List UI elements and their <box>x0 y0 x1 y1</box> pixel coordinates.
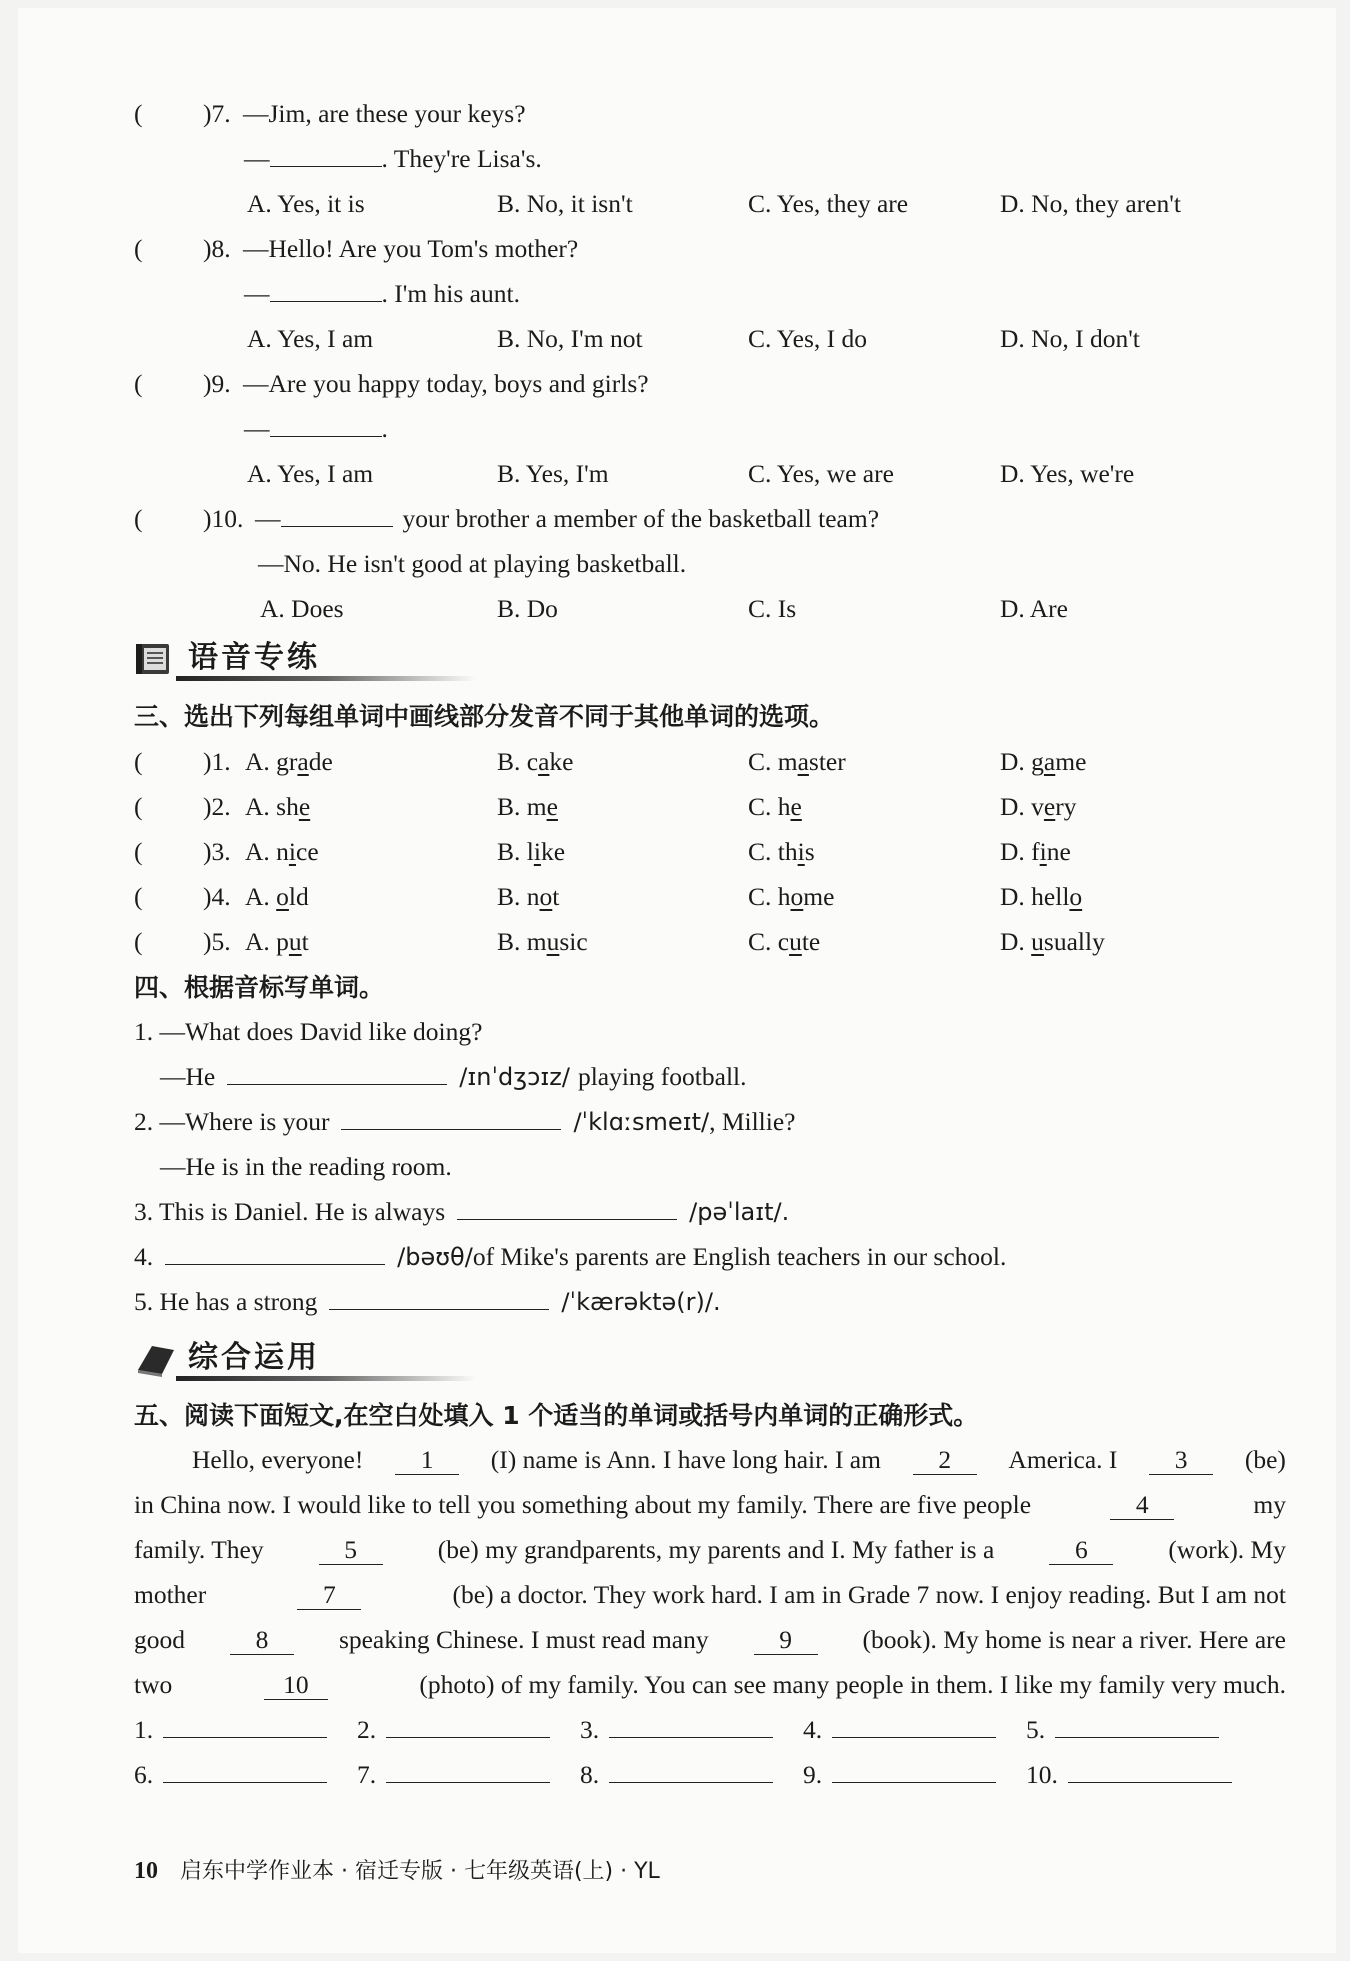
response-text: . <box>381 414 388 443</box>
stem-text: your brother a member of the basketball team? <box>402 504 880 533</box>
word-part: C. h <box>748 882 791 911</box>
option-d[interactable]: D. No, I don't <box>1000 324 1140 353</box>
option-a[interactable]: A. Yes, I am <box>247 324 374 353</box>
option-c[interactable]: C. Yes, they are <box>748 189 909 218</box>
answer-bracket[interactable]: ( <box>134 234 143 263</box>
question-number: )10. <box>203 504 244 533</box>
underlined-letters: u <box>288 927 302 956</box>
option-a[interactable]: A. Yes, I am <box>247 459 374 488</box>
passage-text: America. I <box>1008 1445 1118 1474</box>
underlined-letters: o <box>790 882 804 911</box>
option-a[interactable] <box>245 926 309 958</box>
option-b[interactable] <box>497 881 559 913</box>
answer-blank[interactable] <box>457 1197 677 1220</box>
question-number: )1. <box>203 747 231 776</box>
word-part: C. m <box>748 747 798 776</box>
answer-bracket[interactable]: ( <box>134 882 143 911</box>
option-d[interactable] <box>1000 881 1082 913</box>
option-c[interactable] <box>748 881 834 913</box>
passage-text: (book). My home is near a river. Here are <box>862 1625 1286 1654</box>
option-c[interactable] <box>748 746 846 778</box>
answer-blank[interactable] <box>1068 1760 1232 1783</box>
option-d[interactable]: D. Yes, we're <box>1000 459 1135 488</box>
answer-blank[interactable] <box>609 1760 773 1783</box>
phonetic-transcription: /pəˈlaɪt/. <box>689 1198 790 1226</box>
dialog-response: —No. He isn't good at playing basketball. <box>258 549 687 578</box>
cloze-blank-7[interactable]: 7 <box>297 1581 361 1610</box>
option-b[interactable] <box>497 926 588 958</box>
option-a[interactable] <box>245 746 333 778</box>
passage-text: in China now. I would like to tell you something about my family. There are five people <box>134 1490 1032 1519</box>
question-4 <box>134 1241 1006 1273</box>
passage-text: (photo) of my family. You can see many people in them. I like my family very much. <box>419 1670 1286 1699</box>
passage-text: family. They <box>134 1535 264 1564</box>
word-part: A. sh <box>245 792 299 821</box>
answer-label: 5. <box>1026 1715 1046 1744</box>
text: playing football. <box>577 1062 747 1091</box>
banner-title: 语音专练 <box>188 640 320 675</box>
word-part: sic <box>559 927 588 956</box>
response-text: . I'm his aunt. <box>381 279 520 308</box>
answer-blank[interactable] <box>270 414 382 437</box>
option-b[interactable] <box>497 746 573 778</box>
option-b[interactable] <box>497 836 565 868</box>
cloze-blank-1[interactable]: 1 <box>395 1446 459 1475</box>
answer-line-8[interactable] <box>580 1759 773 1791</box>
option-d[interactable] <box>1000 836 1071 868</box>
word-part: D. <box>1000 927 1032 956</box>
phonetic-transcription: /ˈkærəktə(r)/. <box>561 1288 721 1316</box>
answer-bracket[interactable]: ( <box>134 369 143 398</box>
question-number: )2. <box>203 792 231 821</box>
page-number: 10 <box>134 1858 158 1884</box>
word-part: A. <box>245 882 277 911</box>
answer-bracket[interactable]: ( <box>134 747 143 776</box>
answer-line-4[interactable] <box>803 1714 996 1746</box>
phonetic-transcription: /ɪnˈdʒɔɪz/ <box>459 1063 570 1091</box>
cloze-blank-6[interactable]: 6 <box>1049 1536 1113 1565</box>
option-c[interactable] <box>748 836 815 868</box>
text: , Millie? <box>709 1107 796 1136</box>
word-part: ster <box>808 747 846 776</box>
word-part: D. g <box>1000 747 1044 776</box>
word-part: te <box>801 927 821 956</box>
option-b[interactable]: B. Yes, I'm <box>497 459 609 488</box>
answer-blank[interactable] <box>270 279 382 302</box>
cloze-blank-10[interactable]: 10 <box>264 1671 328 1700</box>
answer-line-7[interactable] <box>357 1759 550 1791</box>
answer-blank[interactable] <box>386 1715 550 1738</box>
question-stem: —Hello! Are you Tom's mother? <box>243 234 579 263</box>
question-2 <box>134 1106 796 1138</box>
cloze-blank-5[interactable]: 5 <box>319 1536 383 1565</box>
answer-label: 4. <box>803 1715 823 1744</box>
underlined-letters: e <box>298 792 311 821</box>
response-text: . They're Lisa's. <box>381 144 542 173</box>
question-3 <box>134 1196 789 1228</box>
dash: — <box>244 144 270 173</box>
answer-label: 3. <box>580 1715 600 1744</box>
option-b[interactable]: B. No, it isn't <box>497 189 633 218</box>
option-c[interactable]: C. Yes, I do <box>748 324 868 353</box>
question-2-answer: —He is in the reading room. <box>160 1152 452 1181</box>
answer-label: 7. <box>357 1760 377 1789</box>
section-banner-phonics <box>136 636 496 682</box>
passage-text: Hello, everyone! <box>192 1445 364 1474</box>
answer-label: 6. <box>134 1760 154 1789</box>
word-part: D. f <box>1000 837 1040 866</box>
word-part: C. h <box>748 792 791 821</box>
underlined-letters: a <box>797 747 809 776</box>
option-a[interactable]: A. Does <box>260 594 344 623</box>
option-b[interactable] <box>497 791 558 823</box>
banner-title: 综合运用 <box>188 1340 320 1375</box>
dialog-response <box>244 143 542 175</box>
word-part: A. gr <box>245 747 298 776</box>
section-heading: 四、根据音标写单词。 <box>134 973 385 1002</box>
question-number: )4. <box>203 882 231 911</box>
answer-line-1[interactable] <box>134 1714 327 1746</box>
question-number: )9. <box>203 369 231 398</box>
answer-bracket[interactable]: ( <box>134 927 143 956</box>
word-part: ne <box>1046 837 1071 866</box>
passage-text: (work). My <box>1168 1535 1286 1564</box>
underlined-letters: a <box>1043 747 1056 776</box>
cloze-blank-2[interactable]: 2 <box>913 1446 977 1475</box>
underlined-letters: a <box>538 747 550 776</box>
question-number: )3. <box>203 837 231 866</box>
answer-line-3[interactable] <box>580 1714 773 1746</box>
text: 5. He has a strong <box>134 1287 318 1316</box>
option-a[interactable] <box>245 836 319 868</box>
word-part: B. m <box>497 927 547 956</box>
underlined-letters: i <box>797 837 805 866</box>
option-a[interactable]: A. Yes, it is <box>247 189 365 218</box>
passage-text: speaking Chinese. I must read many <box>338 1625 709 1654</box>
option-d[interactable] <box>1000 791 1077 823</box>
option-d[interactable]: D. No, they aren't <box>1000 189 1181 218</box>
passage-line <box>134 1579 1286 1611</box>
answer-line-10[interactable] <box>1026 1759 1232 1791</box>
option-b[interactable]: B. No, I'm not <box>497 324 643 353</box>
option-c[interactable]: C. Yes, we are <box>748 459 894 488</box>
passage-line <box>134 1534 1286 1566</box>
passage-text: (be) <box>1244 1445 1286 1474</box>
word-part: t <box>552 882 560 911</box>
question-number: )7. <box>203 99 231 128</box>
cloze-blank-9[interactable]: 9 <box>754 1626 818 1655</box>
answer-line-9[interactable] <box>803 1759 996 1791</box>
answer-bracket[interactable]: ( <box>134 837 143 866</box>
word-part: B. l <box>497 837 534 866</box>
answer-blank[interactable] <box>165 1242 385 1265</box>
book-icon <box>136 1340 176 1378</box>
underlined-letters: e <box>546 792 558 821</box>
text: 3. This is Daniel. He is always <box>134 1197 446 1226</box>
word-part: B. n <box>497 882 540 911</box>
passage-line <box>134 1624 1286 1656</box>
word-part: ce <box>296 837 319 866</box>
text: —He <box>160 1062 216 1091</box>
page-footer <box>134 1854 660 1885</box>
answer-bracket[interactable]: ( <box>134 504 143 533</box>
question-stem: —Are you happy today, boys and girls? <box>243 369 649 398</box>
passage-line <box>134 1489 1286 1521</box>
dash: — <box>244 279 270 308</box>
passage-text: my <box>1253 1490 1286 1519</box>
word-part: me <box>1055 747 1087 776</box>
passage-line <box>134 1669 1286 1701</box>
answer-line-2[interactable] <box>357 1714 550 1746</box>
answer-blank[interactable] <box>227 1062 447 1085</box>
option-a[interactable] <box>245 881 309 913</box>
word-part: B. m <box>497 792 547 821</box>
answer-label: 1. <box>134 1715 154 1744</box>
option-d[interactable] <box>1000 746 1086 778</box>
passage-line <box>192 1444 1286 1476</box>
answer-blank[interactable] <box>281 504 393 527</box>
answer-bracket[interactable]: ( <box>134 99 143 128</box>
option-c[interactable] <box>748 926 820 958</box>
section-heading: 三、选出下列每组单词中画线部分发音不同于其他单词的选项。 <box>134 702 835 731</box>
option-d[interactable]: D. Are <box>1000 594 1068 623</box>
banner-underline <box>176 676 476 681</box>
word-part: ry <box>1055 792 1077 821</box>
text: 2. —Where is your <box>134 1107 330 1136</box>
answer-line-6[interactable] <box>134 1759 327 1791</box>
banner-underline <box>176 1376 476 1381</box>
passage-text: mother <box>134 1580 207 1609</box>
answer-blank[interactable] <box>341 1107 561 1130</box>
underlined-letters: i <box>288 837 297 866</box>
phonetic-transcription: /bəʊθ/ <box>397 1243 473 1271</box>
word-part: B. c <box>497 747 539 776</box>
question-1-answer <box>160 1061 747 1093</box>
dash: — <box>255 504 281 533</box>
question-1: 1. —What does David like doing? <box>134 1017 483 1046</box>
answer-bracket[interactable]: ( <box>134 792 143 821</box>
passage-text: good <box>134 1625 185 1654</box>
option-b[interactable]: B. Do <box>497 594 558 623</box>
answer-blank[interactable] <box>386 1760 550 1783</box>
text: of Mike's parents are English teachers in our school. <box>472 1242 1007 1271</box>
word-part: D. hell <box>1000 882 1070 911</box>
answer-blank[interactable] <box>1055 1715 1219 1738</box>
passage-text: (be) my grandparents, my parents and I. My father is a <box>437 1535 995 1564</box>
option-d[interactable] <box>1000 926 1105 958</box>
underlined-letters: o <box>276 882 289 911</box>
word-part: ke <box>549 747 574 776</box>
answer-blank[interactable] <box>609 1715 773 1738</box>
underlined-letters: a <box>297 747 309 776</box>
passage-text: (I) name is Ann. I have long hair. I am <box>490 1445 881 1474</box>
word-part: sually <box>1043 927 1105 956</box>
underlined-letters: e <box>1043 792 1056 821</box>
word-part: D. v <box>1000 792 1044 821</box>
text: 4. <box>134 1242 154 1271</box>
answer-blank[interactable] <box>329 1287 549 1310</box>
word-part: C. c <box>748 927 790 956</box>
underlined-letters: u <box>789 927 802 956</box>
option-c[interactable] <box>748 791 802 823</box>
answer-label: 8. <box>580 1760 600 1789</box>
answer-label: 2. <box>357 1715 377 1744</box>
question-5 <box>134 1286 721 1318</box>
word-part: de <box>308 747 333 776</box>
word-part: C. th <box>748 837 798 866</box>
answer-line-5[interactable] <box>1026 1714 1219 1746</box>
passage-text: (be) a doctor. They work hard. I am in Grade 7 now. I enjoy reading. But I am not <box>452 1580 1286 1609</box>
word-part: s <box>804 837 815 866</box>
underlined-letters: u <box>546 927 560 956</box>
word-part: ke <box>540 837 566 866</box>
underlined-letters: i <box>533 837 541 866</box>
word-part: A. n <box>245 837 289 866</box>
underlined-letters: o <box>539 882 553 911</box>
cloze-blank-8[interactable]: 8 <box>230 1626 294 1655</box>
cloze-blank-4[interactable]: 4 <box>1110 1491 1174 1520</box>
dialog-response <box>244 278 520 310</box>
underlined-letters: e <box>790 792 802 821</box>
question-stem: —Jim, are these your keys? <box>243 99 526 128</box>
word-part: ld <box>288 882 309 911</box>
answer-blank[interactable] <box>832 1760 996 1783</box>
section-banner-comprehensive <box>136 1336 496 1382</box>
question-number: )5. <box>203 927 231 956</box>
answer-blank[interactable] <box>163 1760 327 1783</box>
phonetic-transcription: /ˈklɑːsmeɪt/ <box>573 1108 710 1136</box>
answer-label: 10. <box>1026 1760 1058 1789</box>
answer-blank[interactable] <box>832 1715 996 1738</box>
underlined-letters: o <box>1069 882 1083 911</box>
underlined-letters: u <box>1031 927 1044 956</box>
word-part: t <box>301 927 309 956</box>
option-a[interactable] <box>245 791 310 823</box>
answer-blank[interactable] <box>270 144 382 167</box>
underlined-letters: i <box>1039 837 1047 866</box>
cloze-blank-3[interactable]: 3 <box>1149 1446 1213 1475</box>
option-c[interactable]: C. Is <box>748 594 797 623</box>
dialog-response <box>244 413 388 445</box>
section-heading: 五、阅读下面短文,在空白处填入 1 个适当的单词或括号内单词的正确形式。 <box>134 1401 979 1430</box>
dash: — <box>244 414 270 443</box>
footer-title: 启东中学作业本 · 宿迁专版 · 七年级英语(上) · YL <box>180 1859 660 1884</box>
passage-text: two <box>134 1670 173 1699</box>
notebook-icon <box>136 640 176 678</box>
question-number: )8. <box>203 234 231 263</box>
word-part: me <box>803 882 835 911</box>
answer-label: 9. <box>803 1760 823 1789</box>
word-part: A. p <box>245 927 289 956</box>
answer-blank[interactable] <box>163 1715 327 1738</box>
question-stem <box>255 503 879 535</box>
